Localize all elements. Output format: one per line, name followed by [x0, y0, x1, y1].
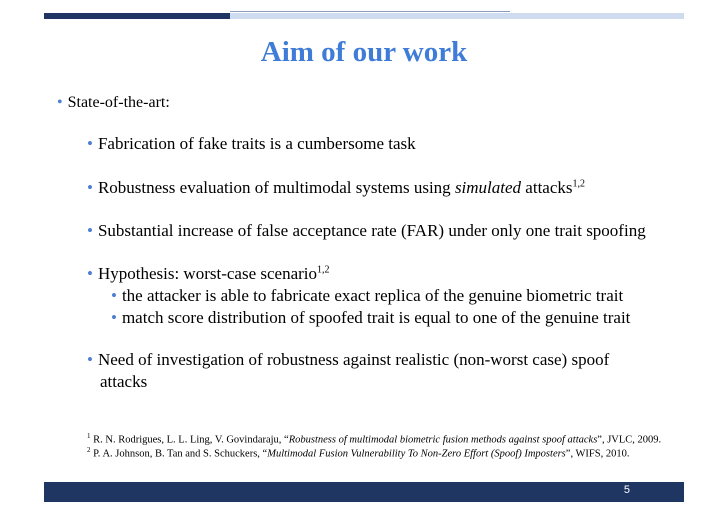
bullet-need-investigation: • Need of investigation of robustness against realistic (non-worst case) spoof [87, 350, 610, 369]
top-bar-light [230, 13, 684, 19]
slide-title: Aim of our work [260, 36, 468, 68]
sub-bullet-match-score: • match score distribution of spoofed trait is equal to one of the genuine trait [111, 308, 631, 327]
bullet-icon: • [87, 221, 93, 240]
bullet-hypothesis: • Hypothesis: worst-case scenario$^{1,2}$ [87, 264, 330, 283]
footnote-1: $^1$ R. N. Rodrigues, L. L. Ling, V. Govindaraju, “Robustness of multimodal biometric fusion methods against spoof attacks”, JVLC, 2009. [87, 432, 662, 446]
bullet-state-of-the-art: • State-of-the-art: [57, 94, 170, 111]
footnote-2: $^2$ P. A. Johnson, B. Tan and S. Schuckers, “Multimodal Fusion Vulnerability To Non-Zero Effort (Spoof) Imposters”, WIFS, 2010. [87, 446, 630, 460]
bullet-icon: • [57, 94, 63, 111]
top-rule [230, 11, 510, 12]
bullet-icon: • [87, 178, 93, 197]
top-bar-dark [44, 13, 230, 19]
bullet-robustness: • Robustness evaluation of multimodal systems using simulated attacks$^{1,2}$ [87, 178, 585, 197]
bullet-icon: • [87, 350, 93, 369]
bullet-icon: • [87, 134, 93, 153]
bullet-need-investigation-cont: attacks [100, 372, 148, 391]
bullet-fabrication: • Fabrication of fake traits is a cumbersome task [87, 134, 416, 153]
page-number: 5 [623, 484, 630, 496]
bullet-icon: • [111, 286, 117, 305]
sub-bullet-attacker: • the attacker is able to fabricate exact replica of the genuine biometric trait [111, 286, 624, 305]
bottom-bar [44, 482, 684, 502]
bullet-far: • Substantial increase of false acceptance rate (FAR) under only one trait spoofing [87, 221, 646, 240]
bullet-icon: • [111, 308, 117, 327]
bullet-icon: • [87, 264, 93, 283]
